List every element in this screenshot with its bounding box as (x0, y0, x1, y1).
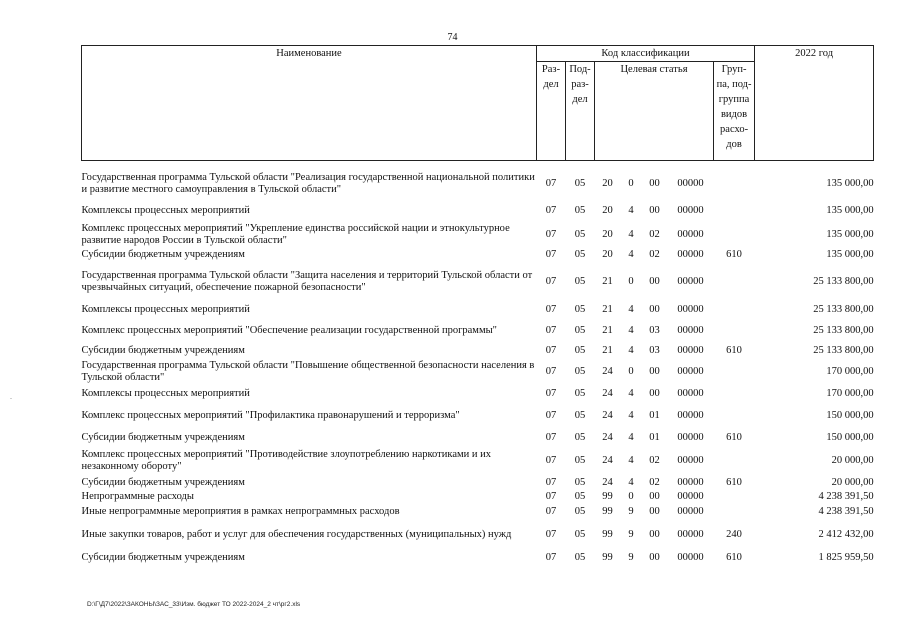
header-target: Целевая статья (595, 62, 714, 161)
table-row (82, 167, 874, 201)
row-amount: 20 000,00 (831, 455, 874, 466)
row-target-2: 4 (628, 228, 634, 240)
row-razdel: 07 (545, 529, 557, 540)
row-target-3: 00 (649, 304, 660, 315)
row-amount: 150 000,00 (826, 410, 874, 421)
row-podrazdel: 05 (574, 178, 586, 189)
row-amount: 25 133 800,00 (813, 276, 874, 287)
row-target-4: 00000 (677, 228, 704, 240)
row-target-1: 20 (602, 249, 613, 260)
row-group (714, 490, 755, 504)
budget-table (81, 45, 874, 566)
row-razdel: 07 (545, 276, 557, 287)
row-target-1: 21 (602, 304, 613, 315)
row-target-3: 00 (649, 552, 660, 563)
row-target-1: 24 (602, 432, 613, 443)
table-row (82, 358, 874, 385)
row-group (714, 262, 755, 302)
row-group: 610 (726, 432, 742, 443)
row-target-4: 00000 (677, 325, 704, 336)
row-name: Непрограммные расходы (81, 491, 194, 502)
row-group (714, 402, 755, 430)
row-name: Комплексы процессных мероприятий (81, 304, 250, 315)
row-target-2: 4 (628, 304, 634, 315)
row-group (714, 221, 755, 248)
table-row (82, 490, 874, 504)
row-target-2: 0 (628, 276, 634, 287)
row-podrazdel: 05 (574, 455, 586, 466)
table-row (82, 262, 874, 302)
row-target-2: 0 (628, 365, 634, 377)
row-podrazdel: 05 (574, 410, 586, 421)
row-target-1: 24 (602, 410, 613, 421)
row-target-2: 4 (628, 410, 634, 421)
row-target-4: 00000 (677, 178, 704, 189)
margin-mark: . (10, 392, 12, 401)
row-podrazdel: 05 (574, 491, 586, 502)
row-target-3: 01 (649, 410, 660, 421)
row-target-3: 00 (649, 178, 660, 189)
row-podrazdel: 05 (574, 205, 586, 216)
row-target-4: 00000 (677, 477, 704, 488)
header-code: Код классификации (537, 46, 755, 62)
row-target-4: 00000 (677, 249, 704, 260)
row-name: Субсидии бюджетным учреждениям (81, 345, 245, 356)
table-row (82, 248, 874, 262)
row-podrazdel: 05 (574, 276, 586, 287)
row-group (714, 318, 755, 344)
row-podrazdel: 05 (574, 387, 586, 399)
row-group (714, 201, 755, 221)
row-podrazdel: 05 (574, 249, 586, 260)
table-row (82, 550, 874, 566)
table-row (82, 430, 874, 446)
table-row (82, 504, 874, 520)
row-group: 240 (726, 529, 742, 540)
row-group (714, 167, 755, 201)
row-group (714, 358, 755, 385)
row-group: 610 (726, 345, 742, 356)
row-group (714, 446, 755, 476)
row-amount: 135 000,00 (826, 205, 874, 216)
row-target-4: 00000 (677, 529, 704, 540)
row-target-2: 4 (628, 249, 634, 260)
row-name: Субсидии бюджетным учреждениям (81, 552, 245, 563)
row-name: Иные непрограммные мероприятия в рамках непрограммных расходов (81, 506, 400, 517)
file-path-footer: D:\Г\Д7\2022\ЗАКОНЫ\ЗАС_33\Изм. бюджет ТО 2022-2024_2 чт\рг2.xls (87, 601, 301, 608)
row-target-3: 02 (649, 477, 660, 488)
row-name: Комплексы процессных мероприятий (81, 387, 250, 399)
row-amount: 135 000,00 (826, 228, 874, 240)
row-name: Государственная программа Тульской области "Защита населения и территорий Тульской области от чрезвычайных ситуаций, обеспечение пожарной безопасности" (81, 270, 533, 293)
row-razdel: 07 (545, 491, 557, 502)
row-amount: 20 000,00 (831, 477, 874, 488)
row-name: Субсидии бюджетным учреждениям (81, 477, 245, 488)
row-amount: 170 000,00 (826, 365, 874, 377)
row-target-3: 02 (649, 455, 660, 466)
row-target-2: 4 (628, 325, 634, 336)
row-target-1: 99 (602, 529, 613, 540)
row-target-1: 99 (602, 491, 613, 502)
row-amount: 135 000,00 (826, 249, 874, 260)
row-target-3: 00 (649, 387, 660, 399)
row-target-2: 4 (628, 455, 634, 466)
table-row (82, 201, 874, 221)
row-name: Субсидии бюджетным учреждениям (81, 249, 245, 260)
row-podrazdel: 05 (574, 477, 586, 488)
row-razdel: 07 (545, 205, 557, 216)
row-target-4: 00000 (677, 455, 704, 466)
row-razdel: 07 (545, 228, 557, 240)
row-target-1: 20 (602, 205, 613, 216)
row-target-1: 24 (602, 365, 613, 377)
row-razdel: 07 (545, 178, 557, 189)
row-target-4: 00000 (677, 345, 704, 356)
row-podrazdel: 05 (574, 325, 586, 336)
header-group: Груп- па, под- группа видов расхо- дов (714, 62, 755, 161)
row-target-3: 01 (649, 432, 660, 443)
row-amount: 4 238 391,50 (818, 491, 874, 502)
row-target-3: 00 (649, 365, 660, 377)
row-target-3: 02 (649, 228, 660, 240)
row-group (714, 302, 755, 318)
row-podrazdel: 05 (574, 304, 586, 315)
row-razdel: 07 (545, 552, 557, 563)
row-target-2: 9 (628, 552, 634, 563)
table-row (82, 385, 874, 402)
row-razdel: 07 (545, 455, 557, 466)
row-target-4: 00000 (677, 552, 704, 563)
row-podrazdel: 05 (574, 228, 586, 240)
row-target-3: 03 (649, 325, 660, 336)
row-podrazdel: 05 (574, 365, 586, 377)
row-razdel: 07 (545, 345, 557, 356)
row-razdel: 07 (545, 387, 557, 399)
row-target-2: 0 (628, 178, 634, 189)
row-target-4: 00000 (677, 304, 704, 315)
row-amount: 1 825 959,50 (818, 552, 874, 563)
row-target-1: 24 (602, 455, 613, 466)
row-target-2: 4 (628, 345, 634, 356)
row-group: 610 (726, 249, 742, 260)
row-name: Иные закупки товаров, работ и услуг для обеспечения государственных (муниципальных) нужд (81, 529, 512, 540)
row-podrazdel: 05 (574, 345, 586, 356)
row-razdel: 07 (545, 410, 557, 421)
row-target-3: 03 (649, 345, 660, 356)
row-target-3: 00 (649, 506, 660, 517)
row-amount: 25 133 800,00 (813, 325, 874, 336)
header-razdel: Раз- дел (537, 62, 566, 161)
row-amount: 170 000,00 (826, 387, 874, 399)
row-razdel: 07 (545, 477, 557, 488)
row-target-1: 20 (602, 178, 613, 189)
row-podrazdel: 05 (574, 529, 586, 540)
row-target-4: 00000 (677, 387, 704, 399)
row-name: Комплекс процессных мероприятий "Обеспечение реализации государственной программы" (81, 325, 497, 336)
row-target-2: 4 (628, 205, 634, 216)
header-podrazdel: Под- раз- дел (566, 62, 595, 161)
row-target-1: 24 (602, 387, 613, 399)
row-target-3: 00 (649, 205, 660, 216)
row-target-4: 00000 (677, 410, 704, 421)
row-name: Субсидии бюджетным учреждениям (81, 432, 245, 443)
row-podrazdel: 05 (574, 432, 586, 443)
table-row (82, 344, 874, 358)
row-amount: 150 000,00 (826, 432, 874, 443)
row-name: Комплекс процессных мероприятий "Укрепление единства российской нации и этнокультурное развитие народов России в Тульской области" (81, 222, 510, 246)
row-podrazdel: 05 (574, 506, 586, 517)
row-razdel: 07 (545, 365, 557, 377)
row-amount: 25 133 800,00 (813, 345, 874, 356)
table-row (82, 446, 874, 476)
row-podrazdel: 05 (574, 552, 586, 563)
row-name: Комплекс процессных мероприятий "Противодействие злоупотреблению наркотиками и их незаконному обороту" (81, 449, 491, 472)
row-target-3: 00 (649, 491, 660, 502)
row-name: Государственная программа Тульской области "Реализация государственной национальной политики и развитие местного самоуправления в Тульской области" (81, 172, 535, 195)
row-group (714, 504, 755, 520)
row-target-2: 4 (628, 387, 634, 399)
row-name: Комплекс процессных мероприятий "Профилактика правонарушений и терроризма" (81, 410, 460, 421)
row-name: Государственная программа Тульской области "Повышение общественной безопасности населения в Тульской области" (81, 359, 535, 383)
row-target-1: 21 (602, 276, 613, 287)
table-row (82, 476, 874, 490)
table-body (82, 161, 874, 567)
row-target-1: 24 (602, 477, 613, 488)
row-target-4: 00000 (677, 432, 704, 443)
row-amount: 4 238 391,50 (818, 506, 874, 517)
row-target-3: 00 (649, 276, 660, 287)
row-target-4: 00000 (677, 365, 704, 377)
row-amount: 25 133 800,00 (813, 304, 874, 315)
row-target-1: 21 (602, 325, 613, 336)
row-target-2: 9 (628, 529, 634, 540)
row-target-2: 4 (628, 477, 634, 488)
header-year: 2022 год (755, 46, 874, 161)
row-target-4: 00000 (677, 506, 704, 517)
row-group: 610 (726, 552, 742, 563)
header-name: Наименование (82, 46, 537, 161)
row-target-2: 4 (628, 432, 634, 443)
table-row (82, 520, 874, 550)
row-razdel: 07 (545, 249, 557, 260)
row-target-3: 00 (649, 529, 660, 540)
row-group (714, 385, 755, 402)
row-target-1: 99 (602, 552, 613, 563)
table-row (82, 318, 874, 344)
row-target-4: 00000 (677, 205, 704, 216)
row-razdel: 07 (545, 325, 557, 336)
row-target-4: 00000 (677, 276, 704, 287)
row-name: Комплексы процессных мероприятий (81, 205, 250, 216)
row-target-4: 00000 (677, 491, 704, 502)
row-group: 610 (726, 477, 742, 488)
row-target-1: 21 (602, 345, 613, 356)
table-row (82, 302, 874, 318)
row-amount: 2 412 432,00 (818, 529, 874, 540)
row-razdel: 07 (545, 304, 557, 315)
row-target-1: 99 (602, 506, 613, 517)
row-razdel: 07 (545, 432, 557, 443)
row-razdel: 07 (545, 506, 557, 517)
row-amount: 135 000,00 (826, 178, 874, 189)
table-row (82, 221, 874, 248)
row-target-2: 9 (628, 506, 634, 517)
table-row (82, 402, 874, 430)
page-number: 74 (447, 32, 458, 43)
row-target-1: 20 (602, 228, 613, 240)
row-target-3: 02 (649, 249, 660, 260)
row-target-2: 0 (628, 491, 634, 502)
